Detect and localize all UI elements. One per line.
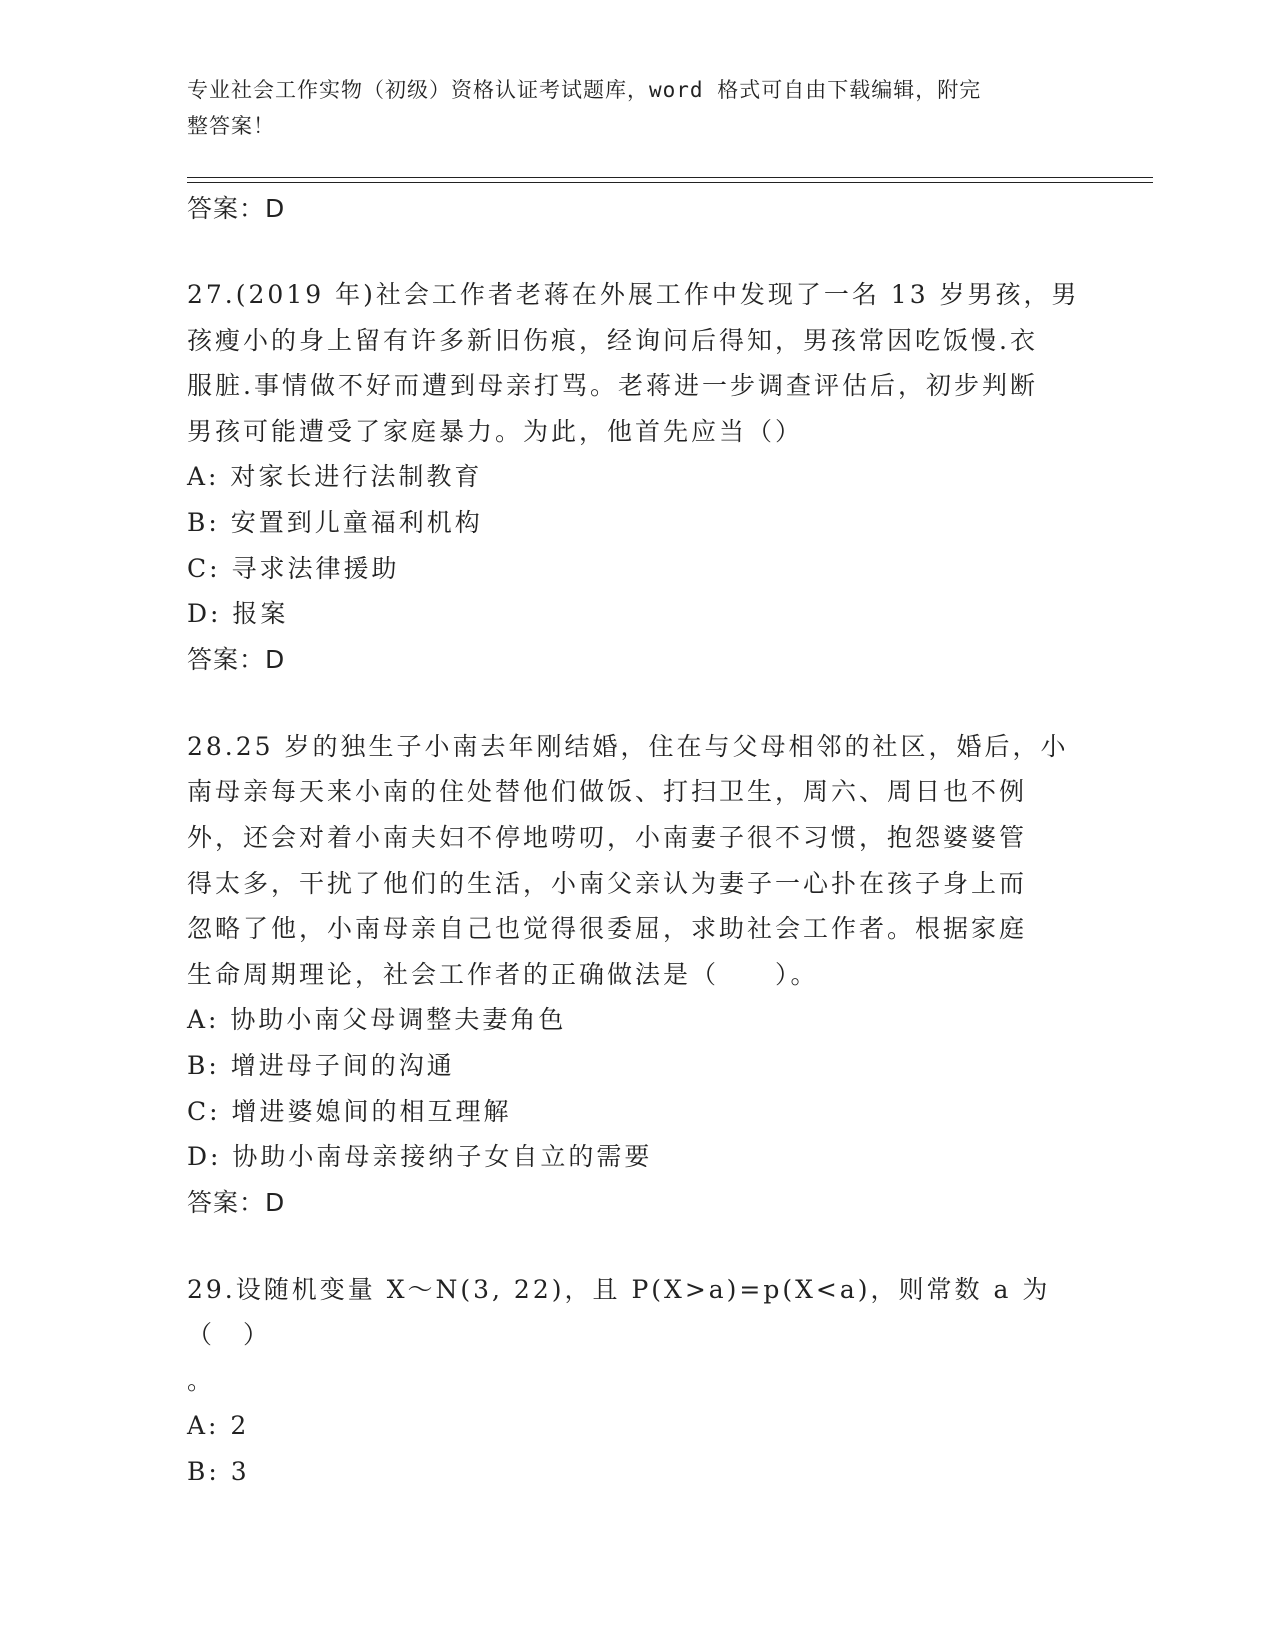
- option-a: A: 协助小南父母调整夫妻角色: [187, 1005, 567, 1035]
- option-a: A: 2: [187, 1411, 250, 1441]
- answer-line: 答案：D: [187, 1187, 286, 1217]
- option-c: C: 寻求法律援助: [187, 553, 400, 583]
- spacer: [187, 232, 1087, 272]
- spacer: [187, 1226, 1087, 1267]
- question-line: 忽略了他，小南母亲自己也觉得很委屈，求助社会工作者。根据家庭: [187, 914, 1028, 944]
- question-line: 孩瘦小的身上留有许多新旧伤痕，经询问后得知，男孩常因吃饭慢.衣: [187, 325, 1038, 355]
- header-divider: [187, 177, 1153, 178]
- header-line-1: 专业社会工作实物（初级）资格认证考试题库，word 格式可自由下载编辑，附完: [187, 78, 982, 102]
- spacer: [187, 683, 1087, 724]
- question-line: 。: [187, 1365, 216, 1395]
- header-line-2: 整答案！: [187, 114, 275, 138]
- question-line: 27.(2019 年)社会工作者老蒋在外展工作中发现了一名 13 岁男孩，男: [187, 280, 1080, 309]
- document-body: [187, 186, 1087, 1495]
- header-divider-2: [187, 182, 1153, 183]
- question-27: [187, 272, 1087, 683]
- option-d: D: 报案: [187, 599, 289, 629]
- answer-line: 答案：D: [187, 194, 286, 223]
- question-line: 男孩可能遭受了家庭暴力。为此，他首先应当（）: [187, 416, 804, 446]
- option-b: B: 增进母子间的沟通: [187, 1050, 455, 1080]
- question-line: 外，还会对着小南夫妇不停地唠叨，小南妻子很不习惯，抱怨婆婆管: [187, 822, 1028, 852]
- question-28: [187, 724, 1087, 1226]
- question-line: 生命周期理论，社会工作者的正确做法是（ ）。: [187, 959, 819, 989]
- option-b: B: 3: [187, 1457, 250, 1487]
- page-header: [187, 72, 1087, 144]
- option-c: C: 增进婆媳间的相互理解: [187, 1096, 512, 1126]
- question-line: 29.设随机变量 X～N(3, 22)，且 P(X>a)=p(X<a)，则常数 a 为（ ）: [187, 1274, 1051, 1350]
- answer-line: 答案：D: [187, 644, 286, 674]
- option-a: A: 对家长进行法制教育: [187, 462, 483, 492]
- question-line: 得太多，干扰了他们的生活，小南父亲认为妻子一心扑在孩子身上而: [187, 868, 1028, 898]
- question-line: 28.25 岁的独生子小南去年刚结婚，住在与父母相邻的社区，婚后，小: [187, 731, 1069, 761]
- option-d: D: 协助小南母亲接纳子女自立的需要: [187, 1142, 653, 1172]
- option-b: B: 安置到儿童福利机构: [187, 507, 483, 537]
- question-line: 南母亲每天来小南的住处替他们做饭、打扫卫生，周六、周日也不例: [187, 777, 1028, 807]
- question-line: 服脏.事情做不好而遭到母亲打骂。老蒋进一步调查评估后，初步判断: [187, 371, 1038, 401]
- question-29: [187, 1267, 1087, 1495]
